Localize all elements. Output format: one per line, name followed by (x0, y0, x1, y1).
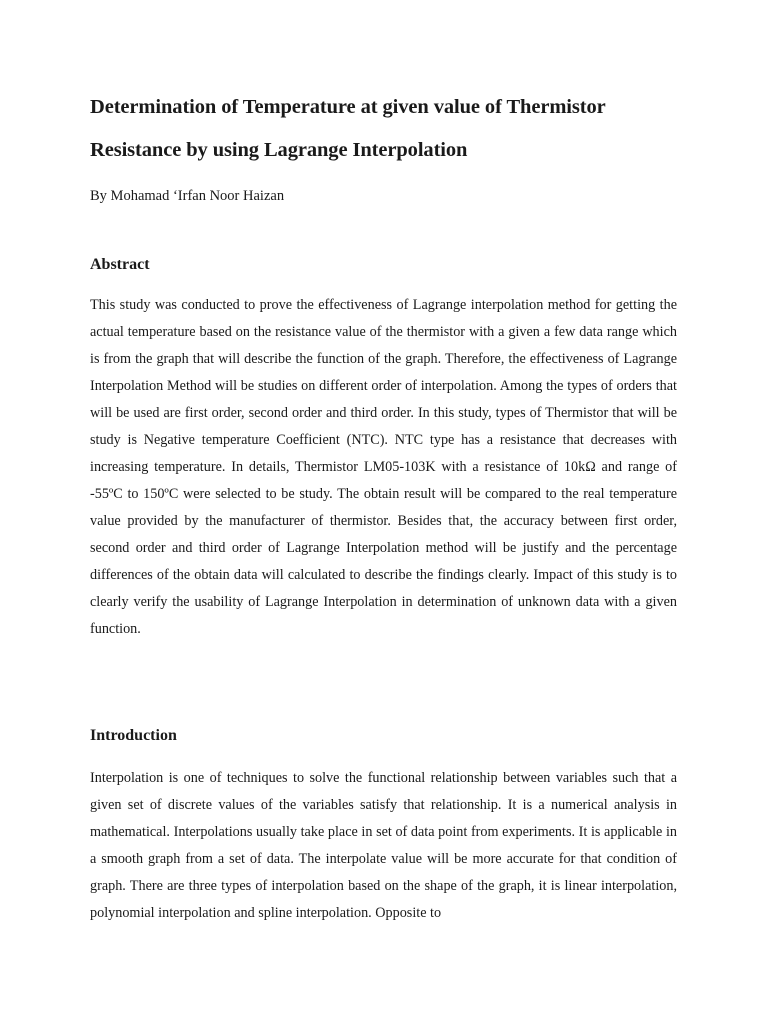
paper-title: Determination of Temperature at given value of Thermistor Resistance by using Lagrange Interpolation (90, 96, 606, 161)
abstract-paragraph: This study was conducted to prove the effectiveness of Lagrange interpolation method for getting the actual temperature based on the resistance value of the thermistor with a given a few data range which is from the graph that will describe the function of the graph. Therefore, the effectiveness of Lagrange Interpolation Method will be studies on different order of interpolation. Among the types of orders that will be used are first order, second order and third order. In this study, types of Thermistor that will be study is Negative temperature Coefficient (NTC). NTC type has a resistance that decreases with increasing temperature. In details, Thermistor LM05-103K with a resistance of 10kΩ and range of -55ºC to 150ºC were selected to be study. The obtain result will be compared to the real temperature value provided by the manufacturer of thermistor. Besides that, the accuracy between first order, second order and third order of Lagrange Interpolation method will be justify and the percentage differences of the obtain data will calculated to describe the findings clearly. Impact of this study is to clearly verify the usability of Lagrange Interpolation in determination of unknown data with a given function. (90, 297, 677, 637)
abstract-heading: Abstract (90, 256, 150, 273)
author-byline: By Mohamad ‘Irfan Noor Haizan (90, 188, 285, 204)
introduction-heading: Introduction (90, 727, 177, 744)
introduction-paragraph: Interpolation is one of techniques to solve the functional relationship between variables such that a given set of discrete values of the variables satisfy that relationship. It is a numerical analysis in mathematical. Interpolations usually take place in set of data point from experiments. It is applicable in a smooth graph from a set of data. The interpolate value will be more accurate for that condition of graph. There are three types of interpolation based on the shape of the graph, it is linear interpolation, polynomial interpolation and spline interpolation. Opposite to (90, 770, 677, 921)
